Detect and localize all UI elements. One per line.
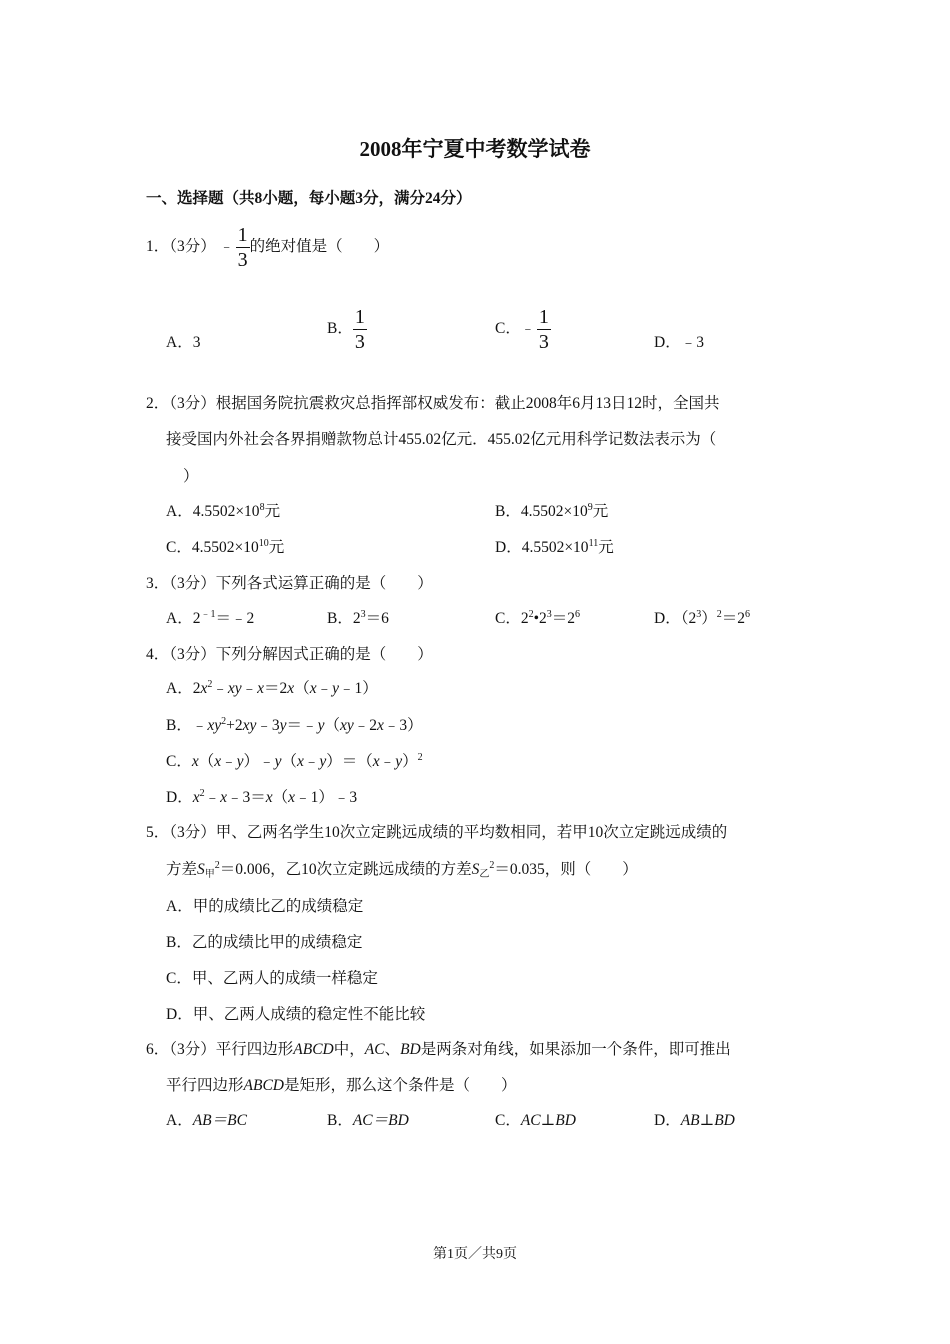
q1-number: 1．（3分） xyxy=(146,238,216,256)
q2-option-c: C．$4.5502\times 10^{10}$元 xyxy=(166,538,285,556)
q1-option-a: A．3 xyxy=(166,334,201,351)
section-heading: 一、选择题（共8小题，每小题3分，满分24分） xyxy=(146,190,472,207)
q3-option-b: B．$2^3=6$ xyxy=(327,609,389,627)
q4-option-c: C．x（x﹣y）﹣y（x﹣y）＝（x﹣y）$^2$ xyxy=(166,752,423,770)
q6-line-1: 6．（3分）平行四边形ABCD中，AC、BD是两条对角线，如果添加一个条件，即可推出 xyxy=(146,1041,731,1058)
q1-neg-sign: ﹣ xyxy=(219,239,234,255)
q2-line-3: ） xyxy=(183,468,199,485)
q1-option-b: B． $\frac{1}{3}$ xyxy=(327,306,365,353)
q2-option-d: D．$4.5502\times 10^{11}$元 xyxy=(495,538,614,556)
q1-fraction: $\frac{1}{3}$ xyxy=(237,224,248,271)
q6-option-c: C．AC⊥BD xyxy=(495,1112,576,1129)
q1-stem: 的绝对值是（ ） xyxy=(249,238,390,256)
question-1 xyxy=(146,225,389,270)
q2-line-2: 接受国内外社会各界捐赠款物总计455.02亿元．455.02亿元用科学记数法表示为（ xyxy=(166,431,717,448)
q6-option-b: B．AC＝BD xyxy=(327,1112,409,1129)
q4-stem: 4．（3分）下列分解因式正确的是（ ） xyxy=(146,646,433,663)
q3-stem: 3．（3分）下列各式运算正确的是（ ） xyxy=(146,575,433,592)
q6-option-d: D．AB⊥BD xyxy=(654,1112,735,1129)
q3-option-c: C．$2^2•2^3=2^6$ xyxy=(495,609,581,627)
q4-option-d: D．$x^2﹣x﹣3=x(x﹣1)﹣3$ xyxy=(166,788,358,806)
q3-option-d: D．$(2^3)^2=2^6$ xyxy=(654,609,750,627)
q4-option-b: B．$﹣xy^2+2xy﹣3y=﹣y(xy﹣2x﹣3)$ xyxy=(166,716,423,734)
q1-option-c: C．﹣ $\frac{1}{3}$ xyxy=(495,306,549,353)
q6-line-2: 平行四边形ABCD是矩形，那么这个条件是（ ） xyxy=(166,1077,517,1094)
q6-option-a: A．AB＝BC xyxy=(166,1112,247,1129)
q5-line-1: 5．（3分）甲、乙两名学生10次立定跳远成绩的平均数相同，若甲10次立定跳远成绩的 xyxy=(146,824,728,841)
q4-option-a: A．$2x^2﹣xy﹣x=2x(x﹣y﹣1)$ xyxy=(166,679,378,697)
q1-option-d: D．﹣3 xyxy=(654,334,704,351)
q2-line-1: 2．（3分）根据国务院抗震救灾总指挥部权威发布：截止2008年6月13日12时，全国共 xyxy=(146,395,720,412)
q5-option-d: D．甲、乙两人成绩的稳定性不能比较 xyxy=(166,1006,426,1023)
q5-line-2: 方差$S_甲^2=0.006$，乙10次立定跳远成绩的方差$S_乙^2=0.035$，则（ ） xyxy=(166,860,638,880)
q2-option-b: B．$4.5502\times 10^9$元 xyxy=(495,502,609,520)
page-footer: 第1页／共9页 xyxy=(433,1247,517,1262)
q5-option-b: B．乙的成绩比甲的成绩稳定 xyxy=(166,934,363,951)
q5-option-c: C．甲、乙两人的成绩一样稳定 xyxy=(166,970,378,987)
q5-option-a: A．甲的成绩比乙的成绩稳定 xyxy=(166,898,364,915)
q3-option-a: A．$2^{﹣1}=﹣2$ xyxy=(166,609,255,627)
q2-option-a: A．$4.5502\times 10^8$元 xyxy=(166,502,281,520)
page-title: 2008年宁夏中考数学试卷 xyxy=(359,137,591,161)
